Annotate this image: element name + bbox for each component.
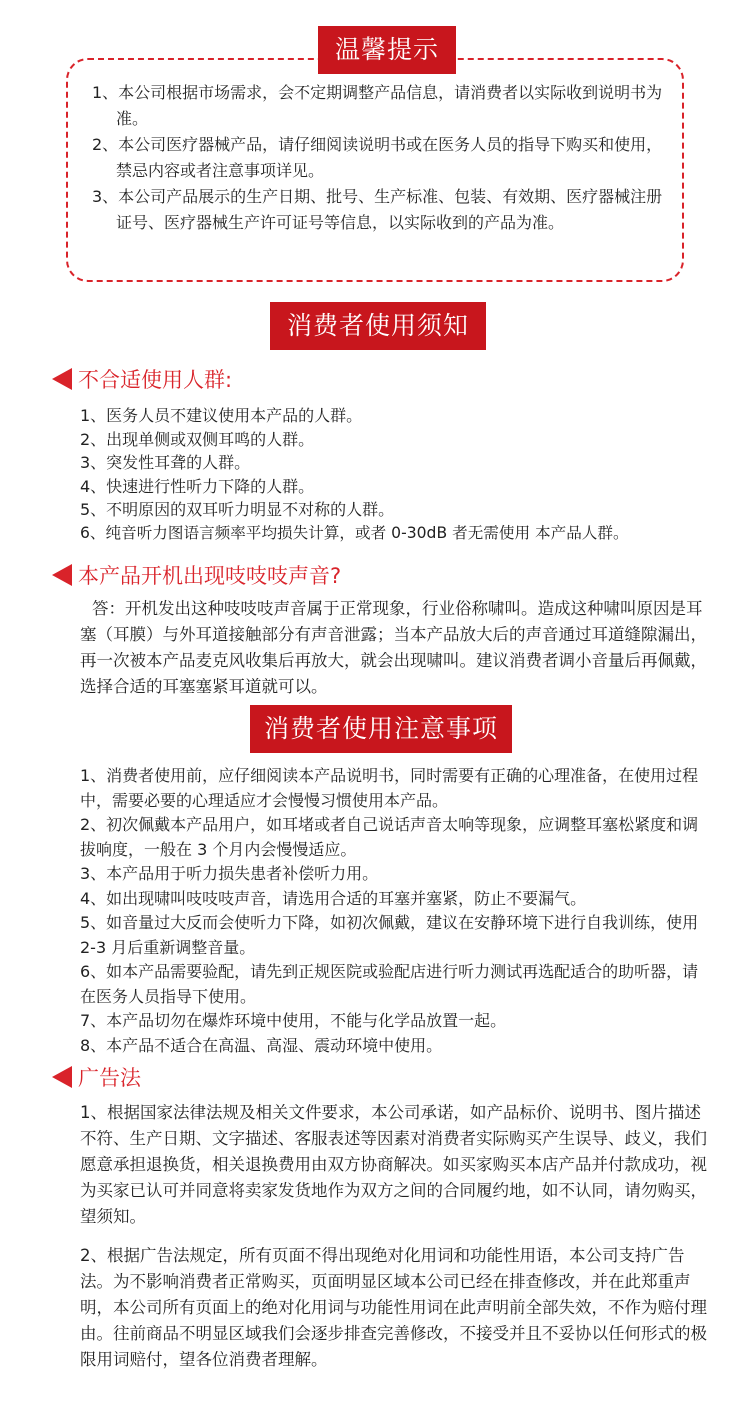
list-item: 1、医务人员不建议使用本产品的人群。 <box>80 406 363 425</box>
list-item: 4、快速进行性听力下降的人群。 <box>80 476 315 496</box>
triangle-icon <box>52 368 72 390</box>
squeal-answer: 答：开机发出这种吱吱吱声音属于正常现象，行业俗称啸叫。造成这种啸叫原因是耳塞（耳膜）与外耳道接触部分有声音泄露；当本产品放大后的声音通过耳道缝隙漏出，再一次被本产品麦克风收集后再放大，就会出现啸叫。建议消费者调小音量后再佩戴，选择合适的耳塞塞紧耳道就可以。 <box>80 599 707 696</box>
squeal-heading-text: 本产品开机出现吱吱吱声音? <box>78 564 342 588</box>
list-item: 5、不明原因的双耳听力明显不对称的人群。 <box>80 500 395 519</box>
notice-list <box>92 80 672 236</box>
list-item: 3、本产品用于听力损失患者补偿听力用。 <box>80 864 379 883</box>
notice-item: 3、本公司产品展示的生产日期、批号、生产标准、包装、有效期、医疗器械注册证号、医疗器械生产许可证号等信息，以实际收到的产品为准。 <box>92 187 663 232</box>
unsuitable-heading <box>52 364 232 394</box>
list-item: 2、出现单侧或双侧耳鸣的人群。 <box>80 429 315 449</box>
list-item: 6、纯音听力图语言频率平均损失计算，或者 0-30dB 者无需使用 本产品人群。 <box>80 523 629 542</box>
notice-title: 温馨提示 <box>318 26 456 74</box>
ad-law-heading-text: 广告法 <box>78 1066 141 1090</box>
unsuitable-list <box>80 404 720 545</box>
list-item: 5、如音量过大反而会使听力下降，如初次佩戴，建议在安静环境下进行自我训练，使用 2-3 月后重新调整音量。 <box>80 913 699 957</box>
squeal-heading <box>52 560 341 590</box>
notice-item: 2、本公司医疗器械产品，请仔细阅读说明书或在医务人员的指导下购买和使用，禁忌内容或者注意事项详见。 <box>92 135 663 180</box>
triangle-icon <box>52 1066 72 1088</box>
list-item: 3、突发性耳聋的人群。 <box>80 453 251 472</box>
list-item: 8、本产品不适合在高温、高湿、震动环境中使用。 <box>80 1035 443 1055</box>
list-item: 2、初次佩戴本产品用户，如耳堵或者自己说话声音太响等现象，应调整耳塞松紧度和调拔响度，一般在 3 个月内会慢慢适应。 <box>80 815 699 859</box>
list-item: 6、如本产品需要验配，请先到正规医院或验配店进行听力测试再选配适合的助听器，请在医务人员指导下使用。 <box>80 962 699 1006</box>
ad-law-paragraph-1: 1、根据国家法律法规及相关文件要求，本公司承诺，如产品标价、说明书、图片描述不符、生产日期、文字描述、客服表述等因素对消费者实际购买产生误导、歧义，我们愿意承担退换货，相关退换费用由双方协商解决。如买家购买本店产品并付款成功，视为买家已认可并同意将卖家发货地作为双方之间的合同履约地，如不认同，请勿购买，望须知。 <box>80 1103 707 1226</box>
usage-notice-banner: 消费者使用须知 <box>270 302 486 350</box>
ad-law-paragraph-2: 2、根据广告法规定，所有页面不得出现绝对化用词和功能性用语，本公司支持广告法。为不影响消费者正常购买，页面明显区域本公司已经在排查修改，并在此郑重声明，本公司所有页面上的绝对化用词与功能性用词在此声明前全部失效，不作为赔付理由。往前商品不明显区域我们会逐步排查完善修改，不接受并且不妥协以任何形式的极限用词赔付，望各位消费者理解。 <box>80 1246 707 1369</box>
triangle-icon <box>52 564 72 586</box>
ad-law-heading <box>52 1062 141 1092</box>
list-item: 7、本产品切勿在爆炸环境中使用，不能与化学品放置一起。 <box>80 1011 507 1030</box>
precautions-banner: 消费者使用注意事项 <box>250 705 512 753</box>
notice-item: 1、本公司根据市场需求，会不定期调整产品信息，请消费者以实际收到说明书为准。 <box>92 83 663 128</box>
precautions-list <box>80 764 710 1058</box>
list-item: 4、如出现啸叫吱吱吱声音，请选用合适的耳塞并塞紧，防止不要漏气。 <box>80 888 587 908</box>
list-item: 1、消费者使用前，应仔细阅读本产品说明书，同时需要有正确的心理准备，在使用过程中，需要必要的心理适应才会慢慢习惯使用本产品。 <box>80 766 699 810</box>
unsuitable-heading-text: 不合适使用人群: <box>78 368 233 392</box>
